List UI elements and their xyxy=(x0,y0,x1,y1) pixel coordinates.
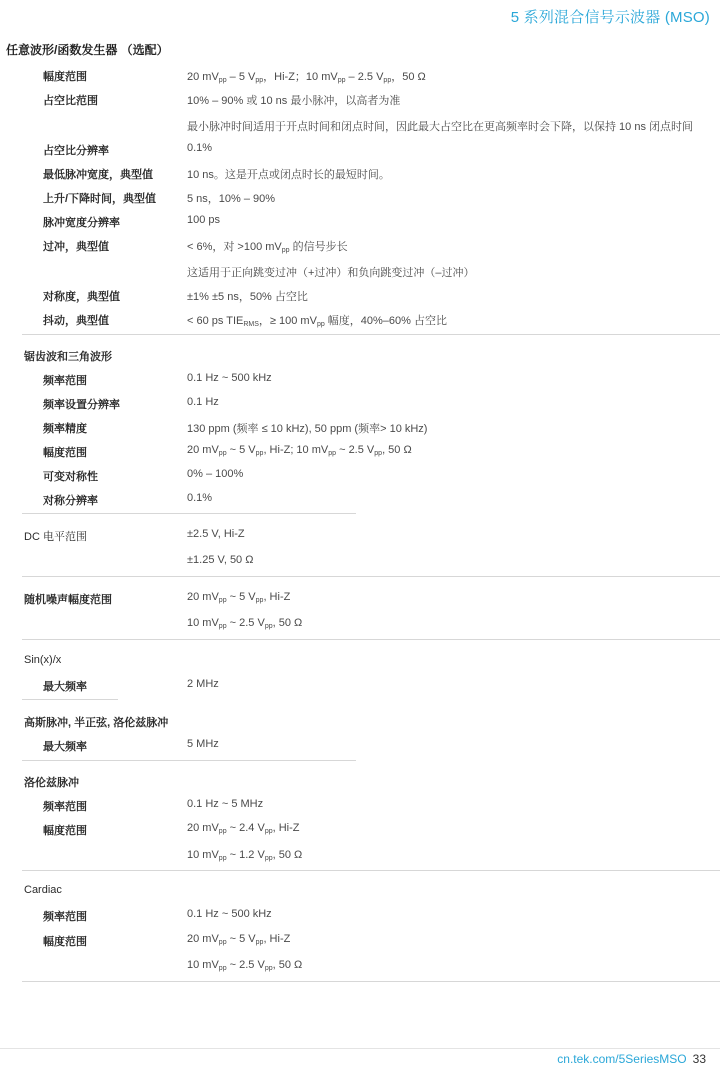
noise-value-2: 10 $mV_{pp}$ ~ 2.5 $V_{pp}$, 50 Ω xyxy=(187,617,303,630)
jitter-label: 抖动，典型值 xyxy=(43,315,109,327)
saw-amp-label: 幅度范围 xyxy=(43,447,87,459)
footer xyxy=(557,1052,706,1066)
cardiac-amp-label: 幅度范围 xyxy=(43,936,87,948)
cardiac-freq-value: 0.1 Hz ~ 500 kHz xyxy=(187,908,272,920)
divider xyxy=(22,334,720,335)
symmetry-value: ±1% ±5 ns，50% 占空比 xyxy=(187,291,308,303)
min-pulse-width-value: 10 ns。这是开点或闭点时长的最短时间。 xyxy=(187,169,390,181)
duty-res-label: 占空比分辨率 xyxy=(43,145,109,157)
saw-freq-label: 频率范围 xyxy=(43,375,87,387)
jitter-value: < 60 ps $TIE_{RMS}$，≥ 100 $mV_{pp}$ 幅度，40%–60% 占空比 xyxy=(187,315,447,328)
lorentz-freq-label: 频率范围 xyxy=(43,801,87,813)
saw-var-sym-label: 可变对称性 xyxy=(43,471,98,483)
divider xyxy=(22,981,720,982)
rise-fall-label: 上升/下降时间，典型值 xyxy=(43,193,157,205)
section-title-gauss: 高斯脉冲, 半正弦, 洛伦兹脉冲 xyxy=(24,717,169,729)
section-title-noise: 随机噪声幅度范围 xyxy=(24,594,112,606)
page-header-title: 5 系列混合信号示波器 (MSO) xyxy=(510,9,710,26)
lorentz-amp-value-2: 10 $mV_{pp}$ ~ 1.2 $V_{pp}$, 50 Ω xyxy=(187,849,303,862)
divider xyxy=(22,870,720,871)
dc-value-1: ±2.5 V, Hi-Z xyxy=(187,528,245,540)
rise-fall-value: 5 ns，10% – 90% xyxy=(187,193,276,205)
lorentz-freq-value: 0.1 Hz ~ 5 MHz xyxy=(187,798,264,810)
divider xyxy=(22,639,720,640)
section-title-dc: DC 电平范围 xyxy=(24,531,87,543)
section-title-lorentz: 洛伦兹脉冲 xyxy=(24,777,79,789)
saw-freq-res-label: 频率设置分辨率 xyxy=(43,399,120,411)
noise-value-1: 20 $mV_{pp}$ ~ 5 $V_{pp}$, Hi-Z xyxy=(187,591,291,604)
divider xyxy=(22,513,356,514)
saw-freq-res-value: 0.1 Hz xyxy=(187,396,219,408)
cardiac-amp-value-2: 10 $mV_{pp}$ ~ 2.5 $V_{pp}$, 50 Ω xyxy=(187,959,303,972)
duty-res-value: 0.1% xyxy=(187,142,213,154)
divider xyxy=(22,699,118,700)
divider xyxy=(22,760,356,761)
duty-range-value: 10% – 90% 或 10 ns 最小脉冲，以高者为准 xyxy=(187,95,401,107)
pulse-width-res-value: 100 ps xyxy=(187,214,221,226)
footer-url-link[interactable]: cn.tek.com/5SeriesMSO xyxy=(557,1052,687,1066)
duty-range-note: 最小脉冲时间适用于开点时间和闭点时间，因此最大占空比在更高频率时会下降，以保持 10 ns 闭点时间 xyxy=(187,121,694,133)
divider xyxy=(22,576,720,577)
dc-value-2: ±1.25 V, 50 Ω xyxy=(187,554,254,566)
sinc-max-freq-value: 2 MHz xyxy=(187,678,219,690)
symmetry-label: 对称度，典型值 xyxy=(43,291,120,303)
cardiac-freq-label: 频率范围 xyxy=(43,911,87,923)
duty-range-label: 占空比范围 xyxy=(43,95,98,107)
saw-sym-res-value: 0.1% xyxy=(187,492,213,504)
section-title-arb: 任意波形/函数发生器 （选配） xyxy=(6,43,169,57)
saw-amp-value: 20 $mV_{pp}$ ~ 5 $V_{pp}$, Hi-Z; 10 $mV_{pp}$ ~ 2.5 $V_{pp}$, 50 Ω xyxy=(187,444,412,457)
gauss-max-freq-label: 最大频率 xyxy=(43,741,87,753)
pulse-width-res-label: 脉冲宽度分辨率 xyxy=(43,217,120,229)
section-title-saw: 锯齿波和三角波形 xyxy=(24,351,112,363)
footer-divider xyxy=(0,1048,720,1049)
gauss-max-freq-value: 5 MHz xyxy=(187,738,219,750)
overshoot-note: 这适用于正向跳变过冲（+过冲）和负向跳变过冲（–过冲） xyxy=(187,267,475,279)
saw-freq-acc-value: 130 ppm (频率 ≤ 10 kHz), 50 ppm (频率> 10 kHz) xyxy=(187,423,428,435)
saw-freq-value: 0.1 Hz ~ 500 kHz xyxy=(187,372,272,384)
overshoot-value: < 6%，对 >100 $mV_{pp}$ 的信号步长 xyxy=(187,241,348,254)
cardiac-amp-value-1: 20 $mV_{pp}$ ~ 5 $V_{pp}$, Hi-Z xyxy=(187,933,291,946)
lorentz-amp-label: 幅度范围 xyxy=(43,825,87,837)
overshoot-label: 过冲，典型值 xyxy=(43,241,109,253)
saw-sym-res-label: 对称分辨率 xyxy=(43,495,98,507)
min-pulse-width-label: 最低脉冲宽度，典型值 xyxy=(43,169,153,181)
sinc-max-freq-label: 最大频率 xyxy=(43,681,87,693)
saw-var-sym-value: 0% – 100% xyxy=(187,468,244,480)
lorentz-amp-value-1: 20 $mV_{pp}$ ~ 2.4 $V_{pp}$, Hi-Z xyxy=(187,822,300,835)
page-number: 33 xyxy=(692,1052,706,1066)
amp-range-value: 20 $mV_{pp} - 5$ $V_{pp}$，Hi-Z；10 $mV_{pp} - 2.5$ $V_{pp}$，50 Ω xyxy=(187,71,426,84)
section-title-sinc: Sin(x)/x xyxy=(24,654,62,666)
saw-freq-acc-label: 频率精度 xyxy=(43,423,87,435)
section-title-cardiac: Cardiac xyxy=(24,884,62,896)
amp-range-label: 幅度范围 xyxy=(43,71,87,83)
